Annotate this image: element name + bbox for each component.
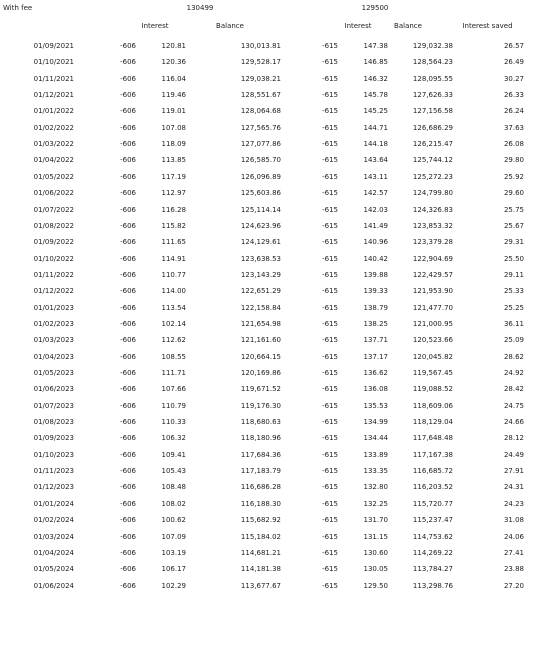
cell-interest-saved[interactable]: 25.67 bbox=[503, 221, 524, 230]
cell-balance-a[interactable]: 116,686.28 bbox=[240, 483, 281, 492]
cell-interest-b[interactable]: 143.64 bbox=[363, 156, 388, 165]
cell-interest-a[interactable]: 102.14 bbox=[161, 319, 186, 328]
header-interest-saved[interactable]: Interest saved bbox=[462, 22, 513, 30]
cell-interest-saved[interactable]: 31.08 bbox=[503, 516, 524, 525]
cell-interest-saved[interactable]: 36.11 bbox=[503, 319, 524, 328]
cell-interest-a[interactable]: 119.46 bbox=[161, 91, 186, 100]
cell-date[interactable]: 01/10/2023 bbox=[33, 450, 74, 459]
cell-interest-saved[interactable]: 24.23 bbox=[503, 499, 524, 508]
cell-payment-a[interactable]: -606 bbox=[120, 123, 136, 132]
cell-interest-saved[interactable]: 27.20 bbox=[503, 581, 524, 590]
cell-balance-b[interactable]: 113,784.27 bbox=[412, 565, 453, 574]
cell-balance-b[interactable]: 124,326.83 bbox=[412, 205, 453, 214]
cell-interest-a[interactable]: 116.28 bbox=[161, 205, 186, 214]
cell-interest-a[interactable]: 113.85 bbox=[161, 156, 186, 165]
cell-interest-b[interactable]: 131.70 bbox=[363, 516, 388, 525]
cell-interest-a[interactable]: 111.65 bbox=[161, 238, 186, 247]
principal-a[interactable]: 130499 bbox=[186, 4, 214, 12]
cell-interest-saved[interactable]: 26.33 bbox=[503, 91, 524, 100]
cell-balance-b[interactable]: 116,685.72 bbox=[412, 467, 453, 476]
cell-balance-b[interactable]: 128,564.23 bbox=[412, 58, 453, 67]
cell-interest-b[interactable]: 139.33 bbox=[363, 287, 388, 296]
cell-interest-a[interactable]: 111.71 bbox=[161, 369, 186, 377]
cell-payment-a[interactable]: -606 bbox=[120, 581, 136, 590]
cell-balance-b[interactable]: 129,032.38 bbox=[412, 42, 453, 50]
cell-balance-a[interactable]: 127,077.86 bbox=[240, 140, 281, 149]
cell-interest-b[interactable]: 142.57 bbox=[363, 189, 388, 198]
cell-interest-saved[interactable]: 27.91 bbox=[503, 467, 524, 476]
cell-interest-a[interactable]: 109.41 bbox=[161, 450, 186, 459]
cell-date[interactable]: 01/02/2023 bbox=[33, 319, 74, 328]
cell-payment-a[interactable]: -606 bbox=[120, 140, 136, 149]
cell-interest-saved[interactable]: 25.33 bbox=[503, 287, 524, 296]
cell-balance-a[interactable]: 128,064.68 bbox=[240, 107, 281, 116]
cell-payment-b[interactable]: -615 bbox=[322, 352, 338, 361]
cell-payment-a[interactable]: -606 bbox=[120, 205, 136, 214]
cell-interest-b[interactable]: 129.50 bbox=[363, 581, 388, 590]
cell-payment-a[interactable]: -606 bbox=[120, 189, 136, 198]
cell-date[interactable]: 01/12/2022 bbox=[33, 287, 74, 296]
cell-interest-a[interactable]: 100.62 bbox=[161, 516, 186, 525]
cell-balance-b[interactable]: 117,648.48 bbox=[412, 434, 453, 443]
cell-interest-saved[interactable]: 26.08 bbox=[503, 140, 524, 149]
cell-balance-b[interactable]: 120,045.82 bbox=[412, 352, 453, 361]
cell-interest-a[interactable]: 102.29 bbox=[161, 581, 186, 590]
cell-interest-saved[interactable]: 29.31 bbox=[503, 238, 524, 247]
cell-interest-a[interactable]: 116.04 bbox=[161, 74, 186, 83]
cell-payment-b[interactable]: -615 bbox=[322, 156, 338, 165]
cell-payment-b[interactable]: -615 bbox=[322, 238, 338, 247]
cell-date[interactable]: 01/08/2022 bbox=[33, 221, 74, 230]
cell-balance-b[interactable]: 127,156.58 bbox=[412, 107, 453, 116]
cell-payment-a[interactable]: -606 bbox=[120, 74, 136, 83]
cell-balance-a[interactable]: 123,638.53 bbox=[240, 254, 281, 263]
cell-payment-a[interactable]: -606 bbox=[120, 499, 136, 508]
cell-date[interactable]: 01/09/2022 bbox=[33, 238, 74, 247]
cell-balance-b[interactable]: 121,477.70 bbox=[412, 303, 453, 312]
cell-payment-b[interactable]: -615 bbox=[322, 483, 338, 492]
cell-interest-a[interactable]: 118.09 bbox=[161, 140, 186, 149]
cell-balance-a[interactable]: 115,682.92 bbox=[240, 516, 281, 525]
cell-interest-saved[interactable]: 29.11 bbox=[503, 270, 524, 279]
cell-payment-a[interactable]: -606 bbox=[120, 516, 136, 525]
cell-payment-b[interactable]: -615 bbox=[322, 42, 338, 50]
cell-balance-b[interactable]: 122,429.57 bbox=[412, 270, 453, 279]
cell-interest-a[interactable]: 107.08 bbox=[161, 123, 186, 132]
cell-interest-saved[interactable]: 24.92 bbox=[503, 369, 524, 377]
cell-date[interactable]: 01/10/2022 bbox=[33, 254, 74, 263]
header-interest-a[interactable]: Interest bbox=[141, 22, 169, 30]
cell-interest-b[interactable]: 142.03 bbox=[363, 205, 388, 214]
cell-interest-saved[interactable]: 25.75 bbox=[503, 205, 524, 214]
cell-interest-b[interactable]: 146.85 bbox=[363, 58, 388, 67]
cell-payment-a[interactable]: -606 bbox=[120, 91, 136, 100]
cell-date[interactable]: 01/12/2021 bbox=[33, 91, 74, 100]
cell-date[interactable]: 01/01/2023 bbox=[33, 303, 74, 312]
cell-payment-a[interactable]: -606 bbox=[120, 172, 136, 181]
cell-payment-b[interactable]: -615 bbox=[322, 385, 338, 394]
cell-payment-a[interactable]: -606 bbox=[120, 254, 136, 263]
cell-payment-b[interactable]: -615 bbox=[322, 74, 338, 83]
cell-balance-a[interactable]: 124,129.61 bbox=[240, 238, 281, 247]
cell-payment-a[interactable]: -606 bbox=[120, 319, 136, 328]
cell-balance-a[interactable]: 126,096.89 bbox=[240, 172, 281, 181]
cell-interest-saved[interactable]: 25.92 bbox=[503, 172, 524, 181]
cell-interest-saved[interactable]: 28.62 bbox=[503, 352, 524, 361]
cell-interest-a[interactable]: 107.09 bbox=[161, 532, 186, 541]
cell-payment-b[interactable]: -615 bbox=[322, 319, 338, 328]
cell-balance-a[interactable]: 121,161.60 bbox=[240, 336, 281, 345]
cell-interest-b[interactable]: 145.78 bbox=[363, 91, 388, 100]
cell-payment-a[interactable]: -606 bbox=[120, 156, 136, 165]
cell-interest-a[interactable]: 113.54 bbox=[161, 303, 186, 312]
cell-payment-a[interactable]: -606 bbox=[120, 287, 136, 296]
cell-interest-saved[interactable]: 25.09 bbox=[503, 336, 524, 345]
cell-balance-b[interactable]: 118,129.04 bbox=[412, 418, 453, 427]
cell-balance-b[interactable]: 126,686.29 bbox=[412, 123, 453, 132]
cell-balance-a[interactable]: 118,180.96 bbox=[240, 434, 281, 443]
cell-date[interactable]: 01/03/2023 bbox=[33, 336, 74, 345]
cell-payment-a[interactable]: -606 bbox=[120, 483, 136, 492]
cell-date[interactable]: 01/12/2023 bbox=[33, 483, 74, 492]
cell-payment-a[interactable]: -606 bbox=[120, 401, 136, 410]
cell-payment-b[interactable]: -615 bbox=[322, 107, 338, 116]
cell-payment-a[interactable]: -606 bbox=[120, 107, 136, 116]
cell-payment-b[interactable]: -615 bbox=[322, 303, 338, 312]
cell-balance-b[interactable]: 127,626.33 bbox=[412, 91, 453, 100]
cell-payment-b[interactable]: -615 bbox=[322, 548, 338, 557]
cell-interest-a[interactable]: 110.79 bbox=[161, 401, 186, 410]
cell-date[interactable]: 01/06/2023 bbox=[33, 385, 74, 394]
cell-interest-saved[interactable]: 24.66 bbox=[503, 418, 524, 427]
cell-balance-b[interactable]: 120,523.66 bbox=[412, 336, 453, 345]
cell-date[interactable]: 01/11/2022 bbox=[33, 270, 74, 279]
cell-interest-b[interactable]: 130.05 bbox=[363, 565, 388, 574]
cell-interest-b[interactable]: 132.80 bbox=[363, 483, 388, 492]
cell-balance-b[interactable]: 121,000.95 bbox=[412, 319, 453, 328]
cell-interest-b[interactable]: 133.35 bbox=[363, 467, 388, 476]
cell-payment-b[interactable]: -615 bbox=[322, 434, 338, 443]
cell-interest-a[interactable]: 108.02 bbox=[161, 499, 186, 508]
cell-date[interactable]: 01/07/2022 bbox=[33, 205, 74, 214]
sheet-title[interactable]: With fee bbox=[3, 4, 33, 12]
cell-interest-b[interactable]: 136.08 bbox=[363, 385, 388, 394]
cell-date[interactable]: 01/06/2024 bbox=[33, 581, 74, 590]
cell-date[interactable]: 01/05/2023 bbox=[33, 369, 74, 377]
cell-balance-a[interactable]: 117,684.36 bbox=[240, 450, 281, 459]
cell-date[interactable]: 01/01/2024 bbox=[33, 499, 74, 508]
cell-interest-a[interactable]: 110.77 bbox=[161, 270, 186, 279]
cell-date[interactable]: 01/01/2022 bbox=[33, 107, 74, 116]
cell-payment-a[interactable]: -606 bbox=[120, 270, 136, 279]
cell-interest-b[interactable]: 134.44 bbox=[363, 434, 388, 443]
cell-interest-saved[interactable]: 23.88 bbox=[503, 565, 524, 574]
cell-payment-b[interactable]: -615 bbox=[322, 401, 338, 410]
cell-payment-b[interactable]: -615 bbox=[322, 581, 338, 590]
cell-balance-b[interactable]: 117,167.38 bbox=[412, 450, 453, 459]
cell-interest-b[interactable]: 145.25 bbox=[363, 107, 388, 116]
cell-balance-a[interactable]: 113,677.67 bbox=[240, 581, 281, 590]
cell-payment-a[interactable]: -606 bbox=[120, 467, 136, 476]
cell-interest-a[interactable]: 114.91 bbox=[161, 254, 186, 263]
cell-payment-b[interactable]: -615 bbox=[322, 516, 338, 525]
cell-interest-b[interactable]: 140.96 bbox=[363, 238, 388, 247]
cell-payment-a[interactable]: -606 bbox=[120, 532, 136, 541]
cell-interest-b[interactable]: 130.60 bbox=[363, 548, 388, 557]
cell-payment-b[interactable]: -615 bbox=[322, 450, 338, 459]
principal-b[interactable]: 129500 bbox=[361, 4, 389, 12]
cell-balance-a[interactable]: 115,184.02 bbox=[240, 532, 281, 541]
cell-interest-saved[interactable]: 26.49 bbox=[503, 58, 524, 67]
cell-payment-a[interactable]: -606 bbox=[120, 352, 136, 361]
cell-interest-saved[interactable]: 25.50 bbox=[503, 254, 524, 263]
cell-balance-a[interactable]: 123,143.29 bbox=[240, 270, 281, 279]
cell-interest-a[interactable]: 117.19 bbox=[161, 172, 186, 181]
cell-date[interactable]: 01/11/2021 bbox=[33, 74, 74, 83]
cell-interest-saved[interactable]: 26.24 bbox=[503, 107, 524, 116]
cell-payment-a[interactable]: -606 bbox=[120, 221, 136, 230]
cell-balance-a[interactable]: 127,565.76 bbox=[240, 123, 281, 132]
cell-interest-b[interactable]: 147.38 bbox=[363, 42, 388, 50]
cell-interest-b[interactable]: 138.25 bbox=[363, 319, 388, 328]
cell-payment-b[interactable]: -615 bbox=[322, 532, 338, 541]
cell-payment-b[interactable]: -615 bbox=[322, 123, 338, 132]
cell-payment-b[interactable]: -615 bbox=[322, 140, 338, 149]
cell-balance-a[interactable]: 119,671.52 bbox=[240, 385, 281, 394]
cell-payment-b[interactable]: -615 bbox=[322, 336, 338, 345]
cell-date[interactable]: 01/06/2022 bbox=[33, 189, 74, 198]
cell-interest-b[interactable]: 136.62 bbox=[363, 369, 388, 377]
cell-balance-b[interactable]: 125,272.23 bbox=[412, 172, 453, 181]
cell-date[interactable]: 01/02/2024 bbox=[33, 516, 74, 525]
cell-interest-saved[interactable]: 26.57 bbox=[503, 42, 524, 50]
cell-interest-saved[interactable]: 24.06 bbox=[503, 532, 524, 541]
cell-balance-a[interactable]: 122,158.84 bbox=[240, 303, 281, 312]
cell-interest-saved[interactable]: 37.63 bbox=[503, 123, 524, 132]
cell-balance-b[interactable]: 114,753.62 bbox=[412, 532, 453, 541]
cell-balance-b[interactable]: 116,203.52 bbox=[412, 483, 453, 492]
cell-date[interactable]: 01/04/2022 bbox=[33, 156, 74, 165]
cell-date[interactable]: 01/04/2024 bbox=[33, 548, 74, 557]
cell-payment-a[interactable]: -606 bbox=[120, 303, 136, 312]
cell-balance-b[interactable]: 118,609.06 bbox=[412, 401, 453, 410]
cell-payment-b[interactable]: -615 bbox=[322, 499, 338, 508]
cell-payment-a[interactable]: -606 bbox=[120, 369, 136, 377]
cell-date[interactable]: 01/02/2022 bbox=[33, 123, 74, 132]
cell-balance-a[interactable]: 125,114.14 bbox=[240, 205, 281, 214]
cell-date[interactable]: 01/08/2023 bbox=[33, 418, 74, 427]
cell-payment-a[interactable]: -606 bbox=[120, 238, 136, 247]
cell-balance-a[interactable]: 121,654.98 bbox=[240, 319, 281, 328]
cell-balance-a[interactable]: 114,681.21 bbox=[240, 548, 281, 557]
cell-payment-a[interactable]: -606 bbox=[120, 565, 136, 574]
cell-interest-b[interactable]: 134.99 bbox=[363, 418, 388, 427]
cell-balance-a[interactable]: 128,551.67 bbox=[240, 91, 281, 100]
cell-balance-b[interactable]: 122,904.69 bbox=[412, 254, 453, 263]
cell-interest-saved[interactable]: 25.25 bbox=[503, 303, 524, 312]
cell-balance-a[interactable]: 122,651.29 bbox=[240, 287, 281, 296]
cell-interest-b[interactable]: 137.17 bbox=[363, 352, 388, 361]
cell-balance-b[interactable]: 125,744.12 bbox=[412, 156, 453, 165]
cell-interest-a[interactable]: 120.81 bbox=[161, 42, 186, 50]
cell-balance-a[interactable]: 117,183.79 bbox=[240, 467, 281, 476]
cell-balance-b[interactable]: 124,799.80 bbox=[412, 189, 453, 198]
cell-payment-b[interactable]: -615 bbox=[322, 205, 338, 214]
cell-interest-saved[interactable]: 24.49 bbox=[503, 450, 524, 459]
cell-interest-b[interactable]: 141.49 bbox=[363, 221, 388, 230]
cell-payment-b[interactable]: -615 bbox=[322, 91, 338, 100]
cell-interest-b[interactable]: 138.79 bbox=[363, 303, 388, 312]
cell-interest-a[interactable]: 107.66 bbox=[161, 385, 186, 394]
cell-balance-a[interactable]: 126,585.70 bbox=[240, 156, 281, 165]
cell-interest-saved[interactable]: 30.27 bbox=[503, 74, 524, 83]
cell-payment-a[interactable]: -606 bbox=[120, 336, 136, 345]
cell-interest-a[interactable]: 115.82 bbox=[161, 221, 186, 230]
cell-balance-b[interactable]: 121,953.90 bbox=[412, 287, 453, 296]
cell-balance-a[interactable]: 120,169.86 bbox=[240, 369, 281, 377]
cell-date[interactable]: 01/09/2021 bbox=[33, 42, 74, 50]
cell-interest-a[interactable]: 105.43 bbox=[161, 467, 186, 476]
cell-interest-saved[interactable]: 24.31 bbox=[503, 483, 524, 492]
cell-interest-a[interactable]: 119.01 bbox=[161, 107, 186, 116]
cell-balance-b[interactable]: 128,095.55 bbox=[412, 74, 453, 83]
cell-balance-b[interactable]: 115,237.47 bbox=[412, 516, 453, 525]
cell-interest-b[interactable]: 131.15 bbox=[363, 532, 388, 541]
cell-payment-a[interactable]: -606 bbox=[120, 42, 136, 50]
header-interest-b[interactable]: Interest bbox=[344, 22, 372, 30]
cell-balance-b[interactable]: 115,720.77 bbox=[412, 499, 453, 508]
cell-payment-b[interactable]: -615 bbox=[322, 254, 338, 263]
cell-payment-b[interactable]: -615 bbox=[322, 418, 338, 427]
cell-payment-a[interactable]: -606 bbox=[120, 548, 136, 557]
cell-payment-b[interactable]: -615 bbox=[322, 221, 338, 230]
cell-balance-a[interactable]: 124,623.96 bbox=[240, 221, 281, 230]
cell-interest-saved[interactable]: 28.42 bbox=[503, 385, 524, 394]
header-balance-a[interactable]: Balance bbox=[216, 22, 244, 30]
cell-interest-a[interactable]: 108.48 bbox=[161, 483, 186, 492]
cell-balance-b[interactable]: 123,853.32 bbox=[412, 221, 453, 230]
cell-balance-b[interactable]: 113,298.76 bbox=[412, 581, 453, 590]
cell-interest-a[interactable]: 110.33 bbox=[161, 418, 186, 427]
cell-interest-b[interactable]: 139.88 bbox=[363, 270, 388, 279]
cell-balance-b[interactable]: 126,215.47 bbox=[412, 140, 453, 149]
cell-payment-a[interactable]: -606 bbox=[120, 434, 136, 443]
cell-date[interactable]: 01/05/2024 bbox=[33, 565, 74, 574]
cell-payment-b[interactable]: -615 bbox=[322, 58, 338, 67]
cell-payment-a[interactable]: -606 bbox=[120, 385, 136, 394]
cell-balance-a[interactable]: 120,664.15 bbox=[240, 352, 281, 361]
cell-interest-b[interactable]: 144.18 bbox=[363, 140, 388, 149]
cell-interest-saved[interactable]: 27.41 bbox=[503, 548, 524, 557]
cell-balance-a[interactable]: 129,038.21 bbox=[240, 74, 281, 83]
cell-interest-a[interactable]: 103.19 bbox=[161, 548, 186, 557]
cell-interest-saved[interactable]: 29.80 bbox=[503, 156, 524, 165]
cell-balance-a[interactable]: 119,176.30 bbox=[240, 401, 281, 410]
cell-interest-a[interactable]: 114.00 bbox=[161, 287, 186, 296]
cell-interest-a[interactable]: 112.97 bbox=[161, 189, 186, 198]
cell-payment-a[interactable]: -606 bbox=[120, 418, 136, 427]
cell-interest-saved[interactable]: 28.12 bbox=[503, 434, 524, 443]
cell-payment-b[interactable]: -615 bbox=[322, 189, 338, 198]
cell-payment-a[interactable]: -606 bbox=[120, 450, 136, 459]
cell-balance-b[interactable]: 114,269.22 bbox=[412, 548, 453, 557]
cell-interest-b[interactable]: 144.71 bbox=[363, 123, 388, 132]
cell-date[interactable]: 01/04/2023 bbox=[33, 352, 74, 361]
cell-date[interactable]: 01/05/2022 bbox=[33, 172, 74, 181]
cell-interest-b[interactable]: 133.89 bbox=[363, 450, 388, 459]
cell-balance-a[interactable]: 129,528.17 bbox=[240, 58, 281, 67]
cell-date[interactable]: 01/10/2021 bbox=[33, 58, 74, 67]
cell-payment-b[interactable]: -615 bbox=[322, 287, 338, 296]
cell-payment-b[interactable]: -615 bbox=[322, 369, 338, 377]
cell-balance-b[interactable]: 123,379.28 bbox=[412, 238, 453, 247]
cell-balance-a[interactable]: 116,188.30 bbox=[240, 499, 281, 508]
cell-balance-a[interactable]: 114,181.38 bbox=[240, 565, 281, 574]
cell-date[interactable]: 01/03/2022 bbox=[33, 140, 74, 149]
cell-payment-b[interactable]: -615 bbox=[322, 565, 338, 574]
cell-balance-a[interactable]: 125,603.86 bbox=[240, 189, 281, 198]
cell-interest-a[interactable]: 108.55 bbox=[161, 352, 186, 361]
cell-balance-b[interactable]: 119,567.45 bbox=[412, 369, 453, 377]
cell-interest-b[interactable]: 143.11 bbox=[363, 172, 388, 181]
header-balance-b[interactable]: Balance bbox=[394, 22, 422, 30]
cell-balance-a[interactable]: 130,013.81 bbox=[240, 42, 281, 50]
cell-date[interactable]: 01/11/2023 bbox=[33, 467, 74, 476]
cell-interest-b[interactable]: 137.71 bbox=[363, 336, 388, 345]
cell-date[interactable]: 01/03/2024 bbox=[33, 532, 74, 541]
cell-payment-a[interactable]: -606 bbox=[120, 58, 136, 67]
cell-interest-b[interactable]: 135.53 bbox=[363, 401, 388, 410]
cell-interest-a[interactable]: 112.62 bbox=[161, 336, 186, 345]
cell-interest-a[interactable]: 106.32 bbox=[161, 434, 186, 443]
cell-date[interactable]: 01/07/2023 bbox=[33, 401, 74, 410]
cell-interest-b[interactable]: 132.25 bbox=[363, 499, 388, 508]
cell-interest-b[interactable]: 140.42 bbox=[363, 254, 388, 263]
cell-date[interactable]: 01/09/2023 bbox=[33, 434, 74, 443]
cell-payment-b[interactable]: -615 bbox=[322, 467, 338, 476]
cell-interest-saved[interactable]: 24.75 bbox=[503, 401, 524, 410]
cell-interest-b[interactable]: 146.32 bbox=[363, 74, 388, 83]
cell-interest-a[interactable]: 120.36 bbox=[161, 58, 186, 67]
cell-balance-a[interactable]: 118,680.63 bbox=[240, 418, 281, 427]
cell-payment-b[interactable]: -615 bbox=[322, 172, 338, 181]
cell-payment-b[interactable]: -615 bbox=[322, 270, 338, 279]
cell-interest-a[interactable]: 106.17 bbox=[161, 565, 186, 574]
cell-balance-b[interactable]: 119,088.52 bbox=[412, 385, 453, 394]
cell-interest-saved[interactable]: 29.60 bbox=[503, 189, 524, 198]
